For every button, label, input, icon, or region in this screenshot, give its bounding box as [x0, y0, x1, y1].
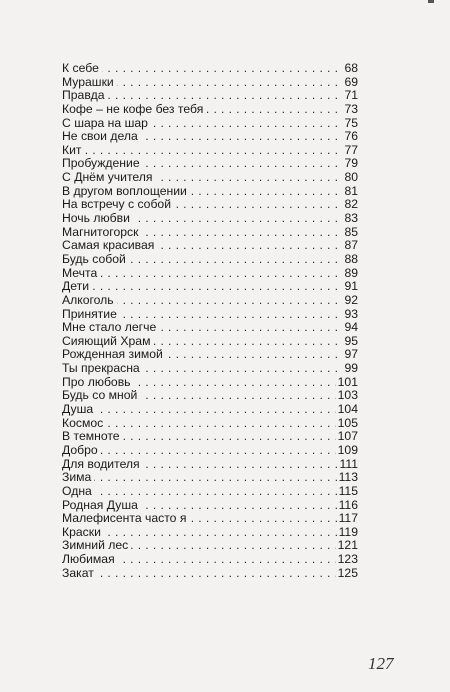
- toc-entry-title: . . . С Днём учителя: [62, 171, 156, 185]
- toc-entry: [62, 567, 358, 581]
- toc-entry-title: . . . Ты прекрасна: [62, 362, 143, 376]
- toc-entry-page: 123: [337, 553, 358, 567]
- toc-entry-title: . . . К себе: [62, 62, 102, 76]
- toc-entry-title: . . . Кофе – не кофе без тебя: [62, 103, 206, 117]
- toc-entry-page: 89: [344, 266, 358, 280]
- toc-entry: [62, 212, 358, 226]
- toc-entry-title: . . . С шара на шар: [62, 117, 151, 131]
- toc-entry: [62, 308, 358, 322]
- toc-entry: [62, 144, 358, 158]
- toc-entry-page: 103: [337, 389, 358, 403]
- toc-entry-title: . . . Одна: [62, 485, 95, 499]
- toc-entry: [62, 294, 358, 308]
- toc-entry: [62, 76, 358, 90]
- toc-entry: [62, 117, 358, 131]
- toc-entry: [62, 253, 358, 267]
- toc-entry: [62, 458, 358, 472]
- toc-entry-page: 97: [344, 348, 358, 362]
- toc-entry: [62, 553, 358, 567]
- toc-entry: [62, 539, 358, 553]
- page-number: 127: [368, 654, 394, 673]
- toc-entry-page: 116: [338, 498, 358, 512]
- toc-entry-title: . . . Пробуждение: [62, 157, 143, 171]
- toc-entry-page: 88: [344, 252, 358, 266]
- toc-entry-page: 125: [337, 566, 358, 580]
- toc-entry-title: . . . В темноте: [62, 430, 123, 444]
- toc-entry-title: . . . Малефисента часто я: [62, 512, 189, 526]
- toc-entry-title: . . . Мечта: [62, 267, 100, 281]
- toc-entry: [62, 171, 358, 185]
- toc-entry: [62, 348, 358, 362]
- table-of-contents: [62, 62, 358, 580]
- toc-entry-page: 111: [339, 457, 358, 471]
- toc-entry: [62, 185, 358, 199]
- toc-entry: [62, 485, 358, 499]
- toc-entry: [62, 526, 358, 540]
- toc-entry: [62, 471, 358, 485]
- toc-entry-title: . . . Зимний лес: [62, 539, 131, 553]
- toc-entry-title: . . . Рожденная зимой: [62, 348, 166, 362]
- toc-entry: [62, 403, 358, 417]
- toc-entry-page: 69: [344, 75, 358, 89]
- toc-entry: [62, 267, 358, 281]
- toc-entry: [62, 444, 358, 458]
- toc-entry-title: . . . В другом воплощении: [62, 185, 190, 199]
- toc-entry-page: 113: [338, 471, 358, 485]
- toc-entry-title: . . . Магнитогорск: [62, 226, 141, 240]
- toc-entry-title: . . . Не свои дела: [62, 130, 141, 144]
- toc-entry-page: 75: [344, 116, 358, 130]
- toc-entry-page: 76: [344, 130, 358, 144]
- toc-entry: [62, 226, 358, 240]
- toc-entry-page: 95: [344, 334, 358, 348]
- toc-entry-page: 91: [344, 280, 358, 294]
- toc-entry: [62, 239, 358, 253]
- toc-entry-page: 83: [344, 212, 358, 226]
- toc-entry: [62, 417, 358, 431]
- toc-entry-title: . . . Космос: [62, 417, 106, 431]
- toc-entry: [62, 376, 358, 390]
- toc-entry-page: 107: [337, 430, 358, 444]
- toc-entry-page: 94: [344, 321, 358, 335]
- toc-entry: [62, 362, 358, 376]
- toc-entry-title: . . . Принятие: [62, 308, 120, 322]
- toc-entry-page: 87: [344, 239, 358, 253]
- toc-entry-page: 92: [344, 293, 358, 307]
- toc-entry-page: 85: [344, 225, 358, 239]
- toc-entry-title: . . . Закат: [62, 567, 97, 581]
- toc-entry-title: . . . Любимая: [62, 553, 118, 567]
- toc-entry: [62, 499, 358, 513]
- toc-entry-page: 93: [344, 307, 358, 321]
- toc-entry: [62, 512, 358, 526]
- toc-entry-title: . . . Мне стало легче: [62, 321, 159, 335]
- toc-entry-page: 109: [337, 443, 358, 457]
- toc-entry-title: . . . Дети: [62, 280, 92, 294]
- toc-entry: [62, 157, 358, 171]
- toc-entry-page: 101: [337, 375, 358, 389]
- toc-entry-title: . . . Сияющий Храм: [62, 335, 153, 349]
- toc-entry: [62, 430, 358, 444]
- toc-entry-title: . . . Самая красивая: [62, 239, 157, 253]
- toc-entry-page: 79: [344, 157, 358, 171]
- toc-entry-title: . . . Родная Душа: [62, 499, 141, 513]
- toc-entry: [62, 62, 358, 76]
- toc-entry: [62, 321, 358, 335]
- toc-entry-title: . . . Кит: [62, 144, 85, 158]
- toc-entry-page: 71: [344, 89, 358, 103]
- toc-entry: [62, 280, 358, 294]
- toc-entry-title: . . . Будь со мной: [62, 389, 140, 403]
- toc-entry-title: . . . Ночь любви: [62, 212, 133, 226]
- toc-entry-page: 80: [344, 171, 358, 185]
- toc-entry-title: . . . Про любовь: [62, 376, 134, 390]
- toc-entry-title: . . . Краски: [62, 526, 104, 540]
- toc-entry-page: 68: [344, 62, 358, 75]
- toc-entry-page: 77: [344, 143, 358, 157]
- toc-entry: [62, 335, 358, 349]
- toc-entry: [62, 103, 358, 117]
- toc-entry-title: . . . Будь собой: [62, 253, 129, 267]
- toc-entry-title: . . . На встречу с собой: [62, 198, 174, 212]
- toc-entry: [62, 198, 358, 212]
- toc-entry-page: 81: [344, 184, 358, 198]
- toc-entry-page: 117: [338, 512, 358, 526]
- page-edge-mark: [428, 0, 434, 3]
- toc-entry: [62, 389, 358, 403]
- toc-entry-page: 99: [344, 362, 358, 376]
- toc-entry-title: . . . Добро: [62, 444, 101, 458]
- toc-entry-title: . . . Зима: [62, 471, 94, 485]
- toc-entry-page: 119: [338, 525, 358, 539]
- toc-entry: [62, 89, 358, 103]
- toc-entry-page: 73: [344, 102, 358, 116]
- toc-entry-page: 82: [344, 198, 358, 212]
- toc-entry-title: . . . Душа: [62, 403, 96, 417]
- toc-entry-page: 121: [337, 539, 358, 553]
- toc-entry-title: . . . Для водителя: [62, 458, 143, 472]
- toc-entry: [62, 130, 358, 144]
- toc-entry-title: . . . Правда: [62, 89, 108, 103]
- toc-entry-page: 104: [337, 403, 358, 417]
- toc-entry-page: 105: [337, 416, 358, 430]
- toc-entry-title: . . . Мурашки: [62, 76, 117, 90]
- toc-entry-title: . . . Алкоголь: [62, 294, 117, 308]
- toc-entry-page: 115: [338, 484, 358, 498]
